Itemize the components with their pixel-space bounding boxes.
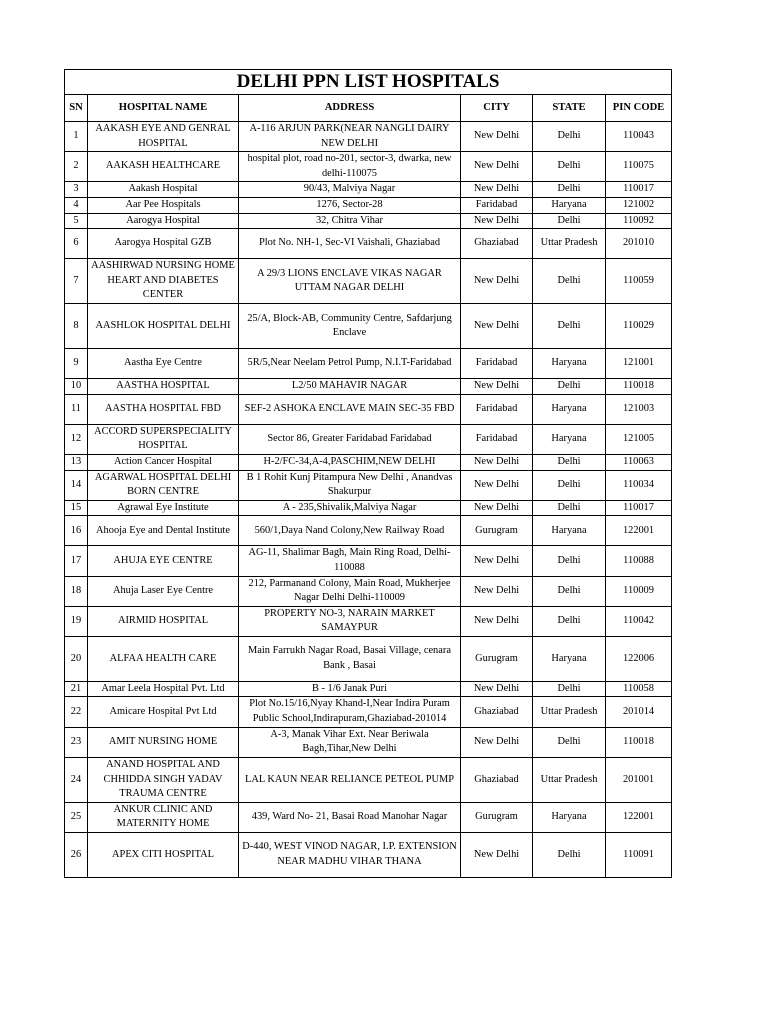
- cell-hospital-name: Amar Leela Hospital Pvt. Ltd: [88, 681, 239, 697]
- cell-pin-code: 201001: [606, 757, 672, 802]
- cell-city: New Delhi: [461, 606, 533, 636]
- cell-address: A-116 ARJUN PARK(NEAR NANGLI DAIRY NEW DELHI: [239, 122, 461, 152]
- cell-state: Delhi: [533, 379, 606, 395]
- cell-hospital-name: ACCORD SUPERSPECIALITY HOSPITAL: [88, 424, 239, 454]
- cell-address: Plot No. NH-1, Sec-VI Vaishali, Ghaziabad: [239, 229, 461, 259]
- cell-city: New Delhi: [461, 727, 533, 757]
- cell-address: PROPERTY NO-3, NARAIN MARKET SAMAYPUR: [239, 606, 461, 636]
- cell-state: Delhi: [533, 213, 606, 229]
- cell-city: Ghaziabad: [461, 697, 533, 727]
- cell-city: New Delhi: [461, 470, 533, 500]
- cell-hospital-name: Agrawal Eye Institute: [88, 500, 239, 516]
- cell-city: New Delhi: [461, 833, 533, 878]
- cell-pin-code: 110009: [606, 576, 672, 606]
- table-row: [65, 349, 672, 379]
- cell-city: Ghaziabad: [461, 229, 533, 259]
- table-row: [65, 681, 672, 697]
- cell-state: Haryana: [533, 424, 606, 454]
- table-row: [65, 516, 672, 546]
- cell-pin-code: 110018: [606, 379, 672, 395]
- cell-pin-code: 121005: [606, 424, 672, 454]
- cell-hospital-name: Amicare Hospital Pvt Ltd: [88, 697, 239, 727]
- table-row: [65, 304, 672, 349]
- cell-city: Gurugram: [461, 802, 533, 832]
- cell-hospital-name: ALFAA HEALTH CARE: [88, 636, 239, 681]
- cell-hospital-name: AASHIRWAD NURSING HOME HEART AND DIABETES CENTER: [88, 259, 239, 304]
- table-row: [65, 229, 672, 259]
- cell-sn: 12: [65, 424, 88, 454]
- table-row: [65, 424, 672, 454]
- cell-pin-code: 110075: [606, 152, 672, 182]
- cell-pin-code: 110063: [606, 454, 672, 470]
- cell-state: Delhi: [533, 681, 606, 697]
- cell-sn: 6: [65, 229, 88, 259]
- cell-address: L2/50 MAHAVIR NAGAR: [239, 379, 461, 395]
- cell-sn: 24: [65, 757, 88, 802]
- cell-address: 1276, Sector-28: [239, 197, 461, 213]
- cell-state: Delhi: [533, 470, 606, 500]
- cell-state: Uttar Pradesh: [533, 229, 606, 259]
- cell-city: New Delhi: [461, 379, 533, 395]
- table-row: [65, 606, 672, 636]
- table-header-row: [65, 95, 672, 122]
- cell-pin-code: 122006: [606, 636, 672, 681]
- column-header-pin-code: PIN CODE: [606, 95, 672, 122]
- cell-state: Delhi: [533, 576, 606, 606]
- cell-sn: 17: [65, 546, 88, 576]
- table-row: [65, 833, 672, 878]
- cell-hospital-name: AASHLOK HOSPITAL DELHI: [88, 304, 239, 349]
- cell-sn: 23: [65, 727, 88, 757]
- cell-state: Haryana: [533, 516, 606, 546]
- cell-state: Haryana: [533, 349, 606, 379]
- cell-pin-code: 110018: [606, 727, 672, 757]
- cell-state: Delhi: [533, 500, 606, 516]
- cell-sn: 25: [65, 802, 88, 832]
- table-row: [65, 636, 672, 681]
- cell-address: 90/43, Malviya Nagar: [239, 182, 461, 198]
- cell-sn: 19: [65, 606, 88, 636]
- cell-city: Faridabad: [461, 197, 533, 213]
- table-body: [65, 122, 672, 878]
- cell-sn: 1: [65, 122, 88, 152]
- table-row: [65, 152, 672, 182]
- cell-state: Haryana: [533, 636, 606, 681]
- cell-pin-code: 201014: [606, 697, 672, 727]
- cell-address: Main Farrukh Nagar Road, Basai Village, cenara Bank , Basai: [239, 636, 461, 681]
- cell-hospital-name: Aarogya Hospital: [88, 213, 239, 229]
- cell-pin-code: 110017: [606, 182, 672, 198]
- cell-address: 560/1,Daya Nand Colony,New Railway Road: [239, 516, 461, 546]
- cell-address: SEF-2 ASHOKA ENCLAVE MAIN SEC-35 FBD: [239, 394, 461, 424]
- cell-pin-code: 121002: [606, 197, 672, 213]
- cell-state: Haryana: [533, 802, 606, 832]
- cell-address: A - 235,Shivalik,Malviya Nagar: [239, 500, 461, 516]
- cell-hospital-name: AAKASH HEALTHCARE: [88, 152, 239, 182]
- cell-address: A 29/3 LIONS ENCLAVE VIKAS NAGAR UTTAM NAGAR DELHI: [239, 259, 461, 304]
- cell-sn: 26: [65, 833, 88, 878]
- cell-city: New Delhi: [461, 122, 533, 152]
- cell-sn: 21: [65, 681, 88, 697]
- cell-sn: 9: [65, 349, 88, 379]
- cell-hospital-name: Aakash Hospital: [88, 182, 239, 198]
- cell-city: New Delhi: [461, 182, 533, 198]
- cell-address: A-3, Manak Vihar Ext. Near Beriwala Bagh,Tihar,New Delhi: [239, 727, 461, 757]
- cell-address: H-2/FC-34,A-4,PASCHIM,NEW DELHI: [239, 454, 461, 470]
- table-row: [65, 802, 672, 832]
- table-row: [65, 500, 672, 516]
- cell-sn: 2: [65, 152, 88, 182]
- cell-hospital-name: AAKASH EYE AND GENRAL HOSPITAL: [88, 122, 239, 152]
- cell-city: New Delhi: [461, 213, 533, 229]
- cell-hospital-name: Action Cancer Hospital: [88, 454, 239, 470]
- cell-address: D-440, WEST VINOD NAGAR, I.P. EXTENSION NEAR MADHU VIHAR THANA: [239, 833, 461, 878]
- cell-hospital-name: AHUJA EYE CENTRE: [88, 546, 239, 576]
- cell-address: B - 1/6 Janak Puri: [239, 681, 461, 697]
- table-row: [65, 379, 672, 395]
- cell-pin-code: 110043: [606, 122, 672, 152]
- cell-state: Delhi: [533, 259, 606, 304]
- cell-pin-code: 122001: [606, 516, 672, 546]
- cell-address: B 1 Rohit Kunj Pitampura New Delhi , Anandvas Shakurpur: [239, 470, 461, 500]
- cell-city: Faridabad: [461, 394, 533, 424]
- cell-sn: 3: [65, 182, 88, 198]
- cell-hospital-name: AMIT NURSING HOME: [88, 727, 239, 757]
- table-row: [65, 197, 672, 213]
- document-page: [64, 69, 671, 878]
- cell-pin-code: 122001: [606, 802, 672, 832]
- cell-state: Uttar Pradesh: [533, 697, 606, 727]
- column-header-sn: SN: [65, 95, 88, 122]
- table-row: [65, 182, 672, 198]
- cell-pin-code: 201010: [606, 229, 672, 259]
- cell-hospital-name: AGARWAL HOSPITAL DELHI BORN CENTRE: [88, 470, 239, 500]
- cell-pin-code: 121001: [606, 349, 672, 379]
- cell-state: Delhi: [533, 122, 606, 152]
- table-row: [65, 470, 672, 500]
- cell-hospital-name: Aarogya Hospital GZB: [88, 229, 239, 259]
- column-header-address: ADDRESS: [239, 95, 461, 122]
- cell-city: New Delhi: [461, 546, 533, 576]
- cell-address: AG-11, Shalimar Bagh, Main Ring Road, Delhi-110088: [239, 546, 461, 576]
- cell-hospital-name: AASTHA HOSPITAL: [88, 379, 239, 395]
- cell-hospital-name: ANKUR CLINIC AND MATERNITY HOME: [88, 802, 239, 832]
- table-row: [65, 546, 672, 576]
- cell-city: New Delhi: [461, 304, 533, 349]
- cell-city: New Delhi: [461, 576, 533, 606]
- cell-state: Delhi: [533, 304, 606, 349]
- cell-sn: 22: [65, 697, 88, 727]
- cell-sn: 14: [65, 470, 88, 500]
- cell-address: 32, Chitra Vihar: [239, 213, 461, 229]
- cell-sn: 16: [65, 516, 88, 546]
- cell-state: Delhi: [533, 454, 606, 470]
- cell-state: Delhi: [533, 606, 606, 636]
- cell-address: hospital plot, road no-201, sector-3, dwarka, new delhi-110075: [239, 152, 461, 182]
- cell-pin-code: 110029: [606, 304, 672, 349]
- cell-pin-code: 121003: [606, 394, 672, 424]
- cell-state: Uttar Pradesh: [533, 757, 606, 802]
- cell-city: Gurugram: [461, 516, 533, 546]
- cell-city: Gurugram: [461, 636, 533, 681]
- cell-city: New Delhi: [461, 259, 533, 304]
- cell-city: New Delhi: [461, 500, 533, 516]
- cell-sn: 20: [65, 636, 88, 681]
- cell-sn: 5: [65, 213, 88, 229]
- cell-city: New Delhi: [461, 454, 533, 470]
- cell-address: 25/A, Block-AB, Community Centre, Safdarjung Enclave: [239, 304, 461, 349]
- cell-city: New Delhi: [461, 152, 533, 182]
- cell-sn: 8: [65, 304, 88, 349]
- cell-state: Delhi: [533, 727, 606, 757]
- table-row: [65, 394, 672, 424]
- cell-hospital-name: Ahooja Eye and Dental Institute: [88, 516, 239, 546]
- cell-address: Plot No.15/16,Nyay Khand-I,Near Indira Puram Public School,Indirapuram,Ghaziabad-201014: [239, 697, 461, 727]
- cell-sn: 10: [65, 379, 88, 395]
- cell-hospital-name: APEX CITI HOSPITAL: [88, 833, 239, 878]
- table-row: [65, 697, 672, 727]
- column-header-city: CITY: [461, 95, 533, 122]
- table-row: [65, 213, 672, 229]
- cell-sn: 13: [65, 454, 88, 470]
- cell-address: LAL KAUN NEAR RELIANCE PETEOL PUMP: [239, 757, 461, 802]
- cell-state: Delhi: [533, 833, 606, 878]
- cell-state: Haryana: [533, 197, 606, 213]
- cell-sn: 15: [65, 500, 88, 516]
- cell-address: 212, Parmanand Colony, Main Road, Mukherjee Nagar Delhi Delhi-110009: [239, 576, 461, 606]
- cell-state: Haryana: [533, 394, 606, 424]
- cell-city: Faridabad: [461, 424, 533, 454]
- cell-sn: 4: [65, 197, 88, 213]
- cell-city: New Delhi: [461, 681, 533, 697]
- cell-pin-code: 110059: [606, 259, 672, 304]
- cell-hospital-name: AASTHA HOSPITAL FBD: [88, 394, 239, 424]
- cell-city: Ghaziabad: [461, 757, 533, 802]
- column-header-state: STATE: [533, 95, 606, 122]
- cell-sn: 18: [65, 576, 88, 606]
- cell-state: Delhi: [533, 546, 606, 576]
- table-row: [65, 259, 672, 304]
- cell-sn: 7: [65, 259, 88, 304]
- cell-pin-code: 110092: [606, 213, 672, 229]
- cell-pin-code: 110091: [606, 833, 672, 878]
- cell-pin-code: 110042: [606, 606, 672, 636]
- cell-hospital-name: AIRMID HOSPITAL: [88, 606, 239, 636]
- hospital-table: [64, 69, 672, 878]
- cell-address: Sector 86, Greater Faridabad Faridabad: [239, 424, 461, 454]
- table-row: [65, 576, 672, 606]
- cell-pin-code: 110088: [606, 546, 672, 576]
- column-header-hospital-name: HOSPITAL NAME: [88, 95, 239, 122]
- cell-hospital-name: ANAND HOSPITAL AND CHHIDDA SINGH YADAV TRAUMA CENTRE: [88, 757, 239, 802]
- table-row: [65, 454, 672, 470]
- cell-state: Delhi: [533, 182, 606, 198]
- cell-pin-code: 110034: [606, 470, 672, 500]
- cell-hospital-name: Ahuja Laser Eye Centre: [88, 576, 239, 606]
- table-row: [65, 757, 672, 802]
- cell-city: Faridabad: [461, 349, 533, 379]
- cell-state: Delhi: [533, 152, 606, 182]
- cell-hospital-name: Aar Pee Hospitals: [88, 197, 239, 213]
- cell-sn: 11: [65, 394, 88, 424]
- cell-address: 439, Ward No- 21, Basai Road Manohar Nagar: [239, 802, 461, 832]
- cell-address: 5R/5,Near Neelam Petrol Pump, N.I.T-Faridabad: [239, 349, 461, 379]
- cell-pin-code: 110058: [606, 681, 672, 697]
- cell-pin-code: 110017: [606, 500, 672, 516]
- table-row: [65, 122, 672, 152]
- table-row: [65, 727, 672, 757]
- cell-hospital-name: Aastha Eye Centre: [88, 349, 239, 379]
- table-title: DELHI PPN LIST HOSPITALS: [65, 70, 672, 95]
